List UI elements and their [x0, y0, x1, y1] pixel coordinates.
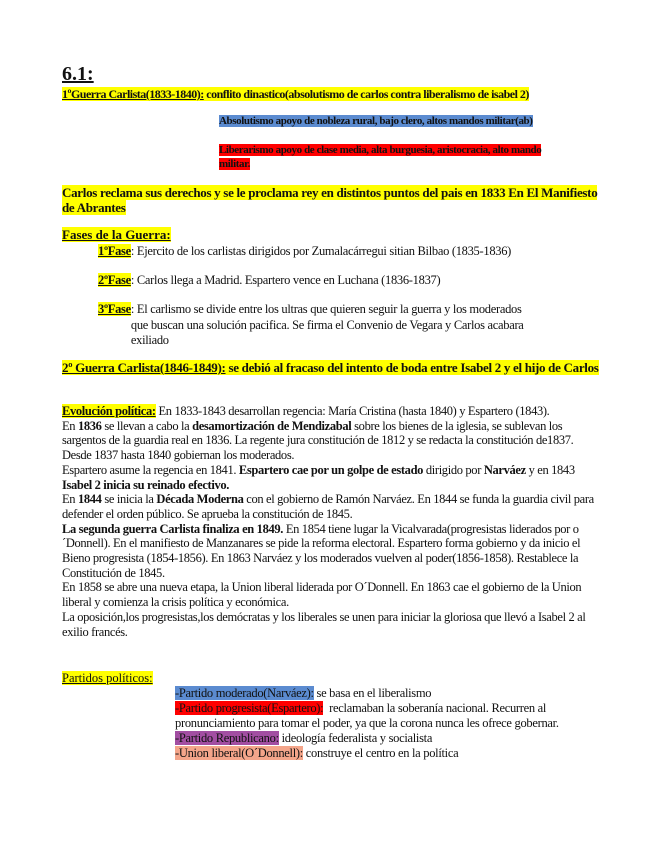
- evolucion-p3: [62, 463, 602, 492]
- evolucion-p6: En 1858 se abre una nueva etapa, la Union liberal liderada por O´Donnell. En 1863 cae el gobierno de la Union liberal y comienza la crisis política y económica.: [62, 580, 582, 610]
- partido-text: se basa en el liberalismo: [313, 686, 432, 700]
- partidos-heading: [62, 671, 153, 686]
- evolucion-label: Evolución política:: [62, 404, 156, 418]
- text-run: Isabel 2 inicia su reinado efectivo.: [62, 477, 230, 492]
- partido-text: reclamaban la soberanía nacional. Recurren al pronunciamiento para tomar el poder, ya que la corona nunca les ofrece gobernar.: [175, 701, 559, 730]
- text-run: Espartero asume la regencia en 1841.: [62, 462, 239, 477]
- text-run: 1844: [77, 492, 102, 507]
- partido-text: construye el centro en la política: [302, 746, 459, 760]
- phase-text: : Carlos llega a Madrid. Espartero vence en Luchana (1836-1837): [130, 273, 441, 287]
- text-run: se llevan a cabo la: [101, 418, 193, 433]
- partido-item-moderado: [175, 686, 595, 701]
- phase-label: 2ºFase: [98, 273, 131, 287]
- first-war-line: [62, 87, 529, 102]
- text-run: La segunda guerra Carlista finaliza en 1849.: [62, 521, 284, 536]
- phase-item-2: [98, 273, 598, 289]
- partidos-list: [175, 686, 595, 761]
- evolucion-section: [62, 404, 602, 639]
- evolucion-p4: [62, 492, 602, 521]
- phase-text: : El carlismo se divide entre los ultras que quieren seguir la guerra y los moderados que buscan una solución pacifica. Se firma el Convenio de Vegara y Carlos acabara exiliado: [130, 302, 524, 347]
- evolucion-p1: [62, 404, 602, 419]
- absolutismo-text: Absolutismo apoyo de nobleza rural, bajo clero, altos mandos militar(ab): [219, 115, 533, 127]
- text-run: dirigido por: [423, 462, 484, 477]
- phase-item-1: [98, 244, 598, 260]
- text-run: Espartero cae por un golpe de estado: [238, 462, 424, 477]
- phase-text: : Ejercito de los carlistas dirigidos por Zumalacárregui sitian Bilbao (1835-1836): [130, 244, 512, 258]
- carlos-claim-paragraph: [62, 185, 602, 215]
- text-run: En: [62, 492, 78, 507]
- partido-text: ideología federalista y socialista: [278, 731, 433, 745]
- text-run: desamortización de Mendizabal: [192, 418, 352, 433]
- partido-item-union-liberal: [175, 746, 595, 761]
- phase-label: 3ºFase: [98, 302, 131, 316]
- carlos-claim-text: Carlos reclama sus derechos y se le proclama rey en distintos puntos del pais en 1833 En El Manifiesto de Abrantes: [62, 185, 598, 215]
- first-war-text: conflito dinastico(absolutismo de carlos contra liberalismo de isabel 2): [203, 87, 529, 101]
- evolucion-p2: [62, 419, 602, 463]
- absolutismo-note: [219, 115, 533, 127]
- page-title: 6.1:: [62, 63, 94, 85]
- liberalismo-text: Liberarismo apoyo de clase media, alta burguesia, aristocracia, alto mando militar.: [219, 144, 542, 170]
- first-war-label: 1ºGuerra Carlista(1833-1840):: [62, 87, 204, 101]
- text-run: sobre los bienes de la iglesia, se sublevan los sargentos de la guardia real en 1836. La regente jura constitución de 1812 y se redacta la constitución de1837. Desde 1837 hasta 1840 gobiernan los moderados.: [62, 418, 574, 463]
- text-run: En 1854 tiene lugar la Vicalvarada(progresistas liderados por o´Donnell). En el manifiesto de Manzanares se pide la reforma electoral. Espartero forma gobierno y da inicio el Bieno progresista (1854-1856). En 1863 Narváez y los moderados vuelven al poder(1856-1858). Restablece la Constitución de 1845.: [62, 521, 581, 580]
- partido-label: -Partido Republicano:: [175, 731, 279, 745]
- phases-heading: [62, 227, 171, 243]
- partido-label: -Partido progresista(Espartero):: [175, 701, 324, 715]
- second-war-label: 2º Guerra Carlista(1846-1849):: [62, 360, 226, 375]
- text-run: Década Moderna: [156, 492, 244, 507]
- text-run: con el gobierno de Ramón Narváez. En 1844 se funda la guardia civil para defender el orden público. Se aprueba la constitución de 1845.: [62, 492, 594, 521]
- partido-item-progresista: [175, 701, 595, 731]
- text-run: En: [62, 418, 78, 433]
- partidos-title-text: Partidos políticos:: [62, 671, 153, 685]
- partido-item-republicano: [175, 731, 595, 746]
- text-run: y en 1843: [525, 462, 575, 477]
- partido-label: -Union liberal(O´Donnell):: [175, 746, 303, 760]
- text-run: Narváez: [483, 462, 526, 477]
- partido-label: -Partido moderado(Narváez):: [175, 686, 314, 700]
- phases-title-text: Fases de la Guerra:: [62, 227, 171, 242]
- phase-label: 1ºFase: [98, 244, 131, 258]
- evolucion-p5: [62, 522, 602, 581]
- evolucion-text: En 1833-1843 desarrollan regencia: María Cristina (hasta 1840) y Espartero (1843).: [155, 404, 550, 418]
- liberalismo-note: [219, 143, 564, 171]
- text-run: se inicia la: [101, 492, 157, 507]
- second-war-paragraph: [62, 360, 602, 375]
- text-run: 1836: [77, 418, 102, 433]
- second-war-text: se debió al fracaso del intento de boda entre Isabel 2 y el hijo de Carlos: [225, 360, 599, 375]
- evolucion-p7: La oposición,los progresistas,los demócratas y los liberales se unen para iniciar la gloriosa que llevó a Isabel 2 al exilio francés.: [62, 609, 586, 639]
- phase-item-3: [98, 302, 598, 349]
